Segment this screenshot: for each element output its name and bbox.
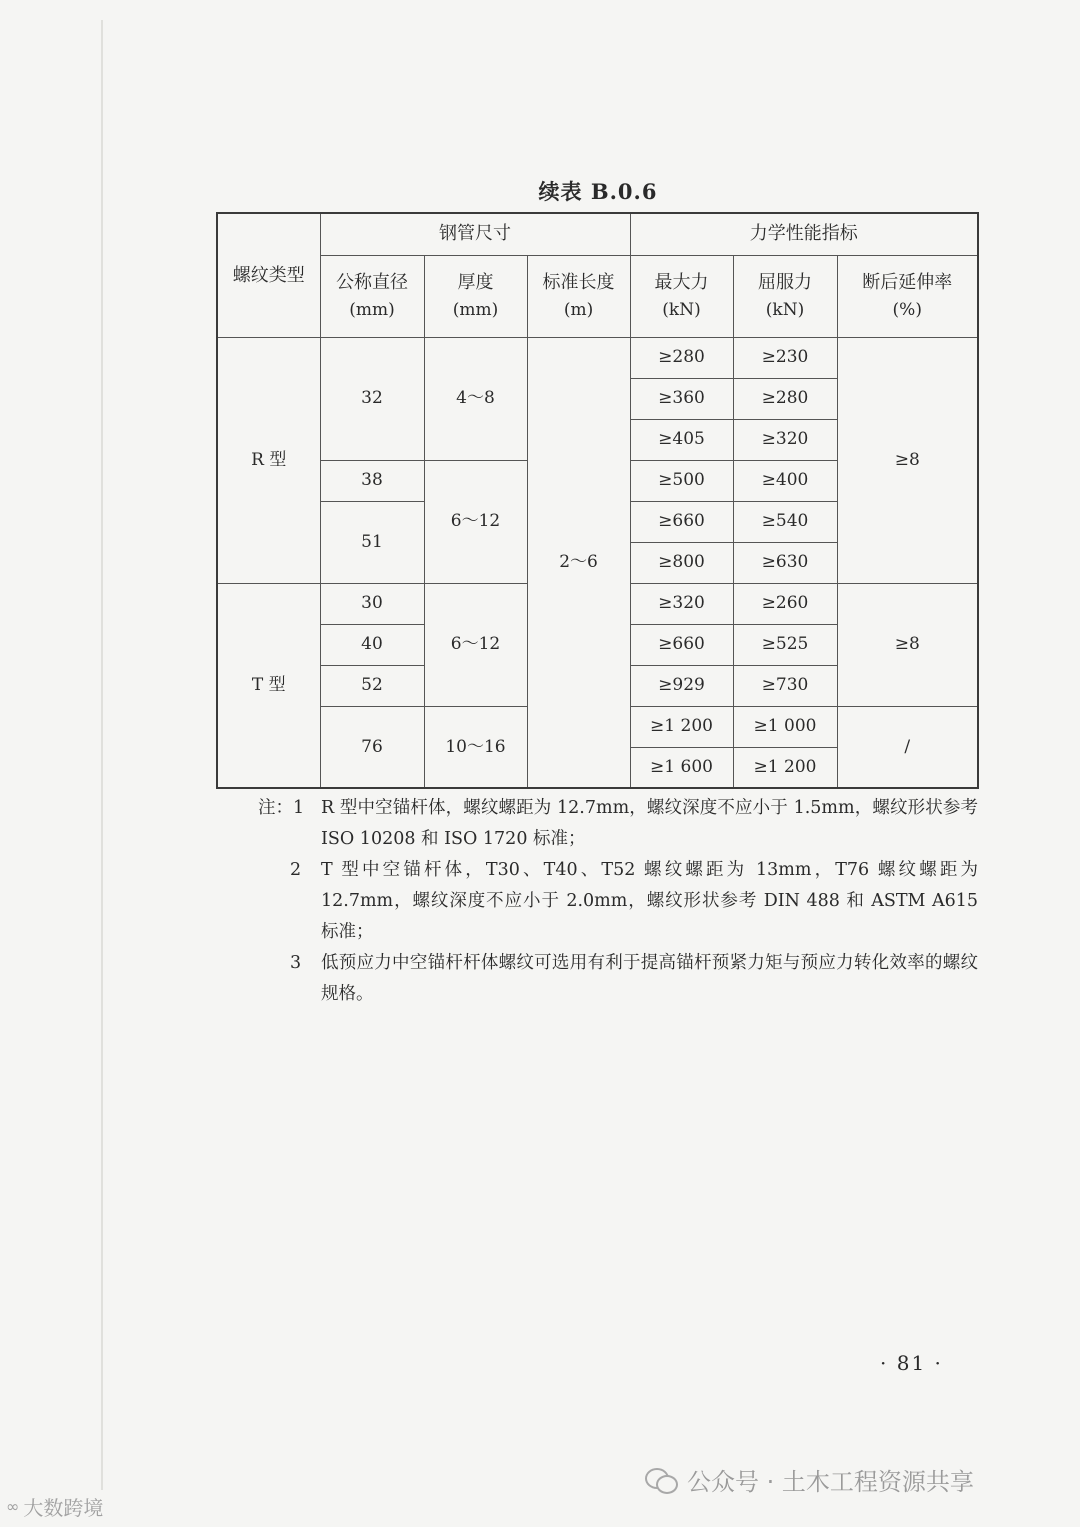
note-item — [258, 793, 978, 855]
yield-force-cell: ≥525 — [733, 624, 837, 665]
max-force-cell: ≥660 — [630, 501, 733, 542]
yield-force-cell: ≥540 — [733, 501, 837, 542]
header-nominal-diameter: 公称直径 (mm) — [320, 255, 424, 337]
max-force-cell: ≥1 200 — [630, 706, 733, 747]
header-elongation: 断后延伸率 (%) — [837, 255, 978, 337]
infinity-logo-icon: ∞ — [6, 1497, 20, 1516]
header-max-force: 最大力 (kN) — [630, 255, 733, 337]
max-force-cell: ≥405 — [630, 419, 733, 460]
max-force-cell: ≥320 — [630, 583, 733, 624]
note-text: T 型中空锚杆体，T30、T40、T52 螺纹螺距为 13mm，T76 螺纹螺距为 12.7mm，螺纹深度不应小于 2.0mm，螺纹形状参考 DIN 488 和 ASTM A615 标准； — [321, 860, 978, 942]
yield-force-cell: ≥320 — [733, 419, 837, 460]
yield-force-cell: ≥1 200 — [733, 747, 837, 788]
yield-force-cell: ≥230 — [733, 337, 837, 378]
note-item — [258, 855, 978, 948]
corner-watermark — [6, 1492, 103, 1521]
diameter-cell: 30 — [320, 583, 424, 624]
diameter-cell: 52 — [320, 665, 424, 706]
max-force-cell: ≥929 — [630, 665, 733, 706]
spec-table — [216, 212, 979, 789]
group-r-type: R 型 — [217, 337, 320, 583]
note-text: R 型中空锚杆体，螺纹螺距为 12.7mm，螺纹深度不应小于 1.5mm，螺纹形状参考 ISO 10208 和 ISO 1720 标准； — [321, 798, 978, 849]
diameter-cell: 38 — [320, 460, 424, 501]
table-notes — [258, 793, 978, 1010]
max-force-cell: ≥280 — [630, 337, 733, 378]
header-steel-pipe-size: 钢管尺寸 — [320, 213, 630, 255]
header-thickness: 厚度 (mm) — [424, 255, 527, 337]
elongation-cell: ≥8 — [837, 583, 978, 706]
page-number: · 81 · — [880, 1351, 943, 1375]
elongation-cell: / — [837, 706, 978, 788]
diameter-cell: 40 — [320, 624, 424, 665]
wechat-icon — [645, 1466, 679, 1494]
diameter-cell: 76 — [320, 706, 424, 788]
diameter-cell: 32 — [320, 337, 424, 460]
max-force-cell: ≥360 — [630, 378, 733, 419]
group-t-type: T 型 — [217, 583, 320, 788]
thickness-cell: 6～12 — [424, 583, 527, 706]
binding-gutter-line — [101, 20, 103, 1490]
table-row — [217, 337, 978, 378]
note-item — [258, 948, 978, 1010]
table-title: 续表 B.0.6 — [538, 179, 658, 204]
header-row-2 — [217, 255, 978, 337]
header-thread-type: 螺纹类型 — [217, 213, 320, 337]
elongation-cell: ≥8 — [837, 337, 978, 583]
corner-watermark-text: 大数跨境 — [23, 1496, 104, 1520]
note-number: 2 — [290, 860, 302, 880]
note-number: 注：1 — [258, 798, 305, 818]
watermark-text: 公众号 · 土木工程资源共享 — [687, 1468, 974, 1496]
yield-force-cell: ≥630 — [733, 542, 837, 583]
max-force-cell: ≥500 — [630, 460, 733, 501]
diameter-cell: 51 — [320, 501, 424, 583]
note-text: 低预应力中空锚杆杆体螺纹可选用有利于提高锚杆预紧力矩与预应力转化效率的螺纹规格。 — [321, 953, 978, 1004]
header-standard-length: 标准长度 (m) — [527, 255, 630, 337]
max-force-cell: ≥660 — [630, 624, 733, 665]
standard-length-cell: 2～6 — [527, 337, 630, 788]
max-force-cell: ≥800 — [630, 542, 733, 583]
max-force-cell: ≥1 600 — [630, 747, 733, 788]
watermark — [645, 1462, 974, 1497]
yield-force-cell: ≥730 — [733, 665, 837, 706]
thickness-cell: 6～12 — [424, 460, 527, 583]
yield-force-cell: ≥400 — [733, 460, 837, 501]
yield-force-cell: ≥280 — [733, 378, 837, 419]
header-mechanical-indices: 力学性能指标 — [630, 213, 978, 255]
thickness-cell: 4～8 — [424, 337, 527, 460]
yield-force-cell: ≥1 000 — [733, 706, 837, 747]
thickness-cell: 10～16 — [424, 706, 527, 788]
note-number: 3 — [290, 953, 302, 973]
header-yield-force: 屈服力 (kN) — [733, 255, 837, 337]
yield-force-cell: ≥260 — [733, 583, 837, 624]
header-row-1 — [217, 213, 978, 255]
